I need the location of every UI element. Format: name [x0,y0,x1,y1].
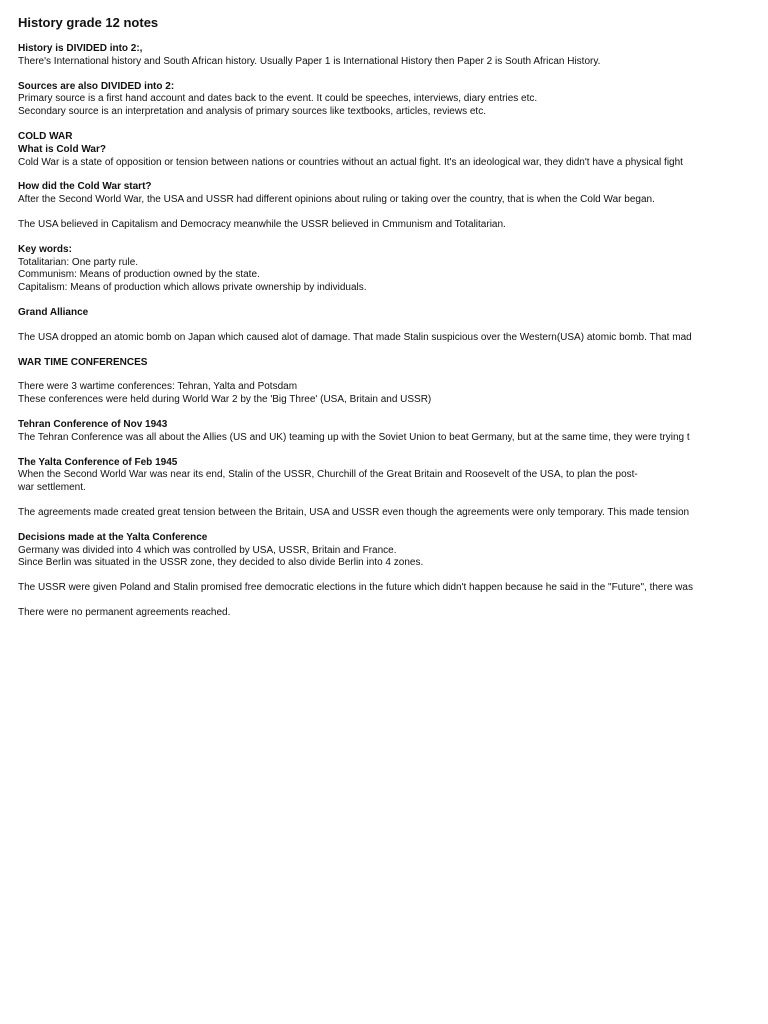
paragraph-line: Primary source is a first hand account and dates back to the event. It could be speeches, interviews, diary entries etc. [18,93,538,105]
paragraph-line: Totalitarian: One party rule. [18,256,139,268]
section-heading: Decisions made at the Yalta Conference [18,531,208,543]
section-heading: How did the Cold War start? [18,181,152,193]
section-atomic-bomb [18,332,768,345]
section-divided [18,43,768,69]
section-heading: WAR TIME CONFERENCES [18,356,148,368]
section-heading: Sources are also DIVIDED into 2: [18,80,175,92]
section-beliefs [18,219,768,232]
paragraph-line: The Tehran Conference was all about the Allies (US and UK) teaming up with the Soviet Union to beat Germany, but at the same time, they were trying t [18,431,690,443]
paragraph-line: The agreements made created great tension between the Britain, USA and USSR even though the agreements were only temporary. This made tension [18,506,690,518]
paragraph-line: The USA believed in Capitalism and Democracy meanwhile the USSR believed in Cmmunism and Totalitarian. [18,218,506,230]
section-heading: Key words: [18,243,72,255]
section-yalta-decisions [18,532,768,570]
paragraph-line: When the Second World War was near its end, Stalin of the USSR, Churchill of the Great Britain and Roosevelt of the USA, to plan the post- [18,469,638,481]
section-heading: Grand Alliance [18,306,89,318]
section-heading: The Yalta Conference of Feb 1945 [18,456,178,468]
section-poland [18,582,768,595]
paragraph-line: Secondary source is an interpretation and analysis of primary sources like textbooks, articles, reviews etc. [18,106,486,118]
section-heading: History is DIVIDED into 2:, [18,43,143,54]
paragraph-line: After the Second World War, the USA and USSR had different opinions about ruling or taking over the country, that is when the Cold War began. [18,194,655,206]
section-war-time-conferences [18,357,768,370]
page-title: History grade 12 notes [18,15,159,30]
section-heading: COLD WAR [18,130,73,142]
section-key-words [18,244,768,295]
section-heading: Tehran Conference of Nov 1943 [18,418,168,430]
paragraph-line: Since Berlin was situated in the USSR zone, they decided to also divide Berlin into 4 zones. [18,557,424,569]
section-conferences-list [18,381,768,407]
section-agreements [18,507,768,520]
section-tehran [18,419,768,445]
document [18,14,768,632]
paragraph-line: There were 3 wartime conferences: Tehran, Yalta and Potsdam [18,381,298,393]
paragraph-line: There were no permanent agreements reached. [18,606,231,618]
paragraph-line: war settlement. [18,482,86,494]
paragraph-line: Capitalism: Means of production which allows private ownership by individuals. [18,282,367,294]
section-grand-alliance [18,307,768,320]
paragraph-line: These conferences were held during World War 2 by the 'Big Three' (USA, Britain and USSR) [18,394,432,406]
section-cold-war [18,131,768,169]
paragraph-line: There's International history and South African history. Usually Paper 1 is International History then Paper 2 is South African History. [18,55,601,67]
section-subheading: What is Cold War? [18,143,106,155]
paragraph-line: Germany was divided into 4 which was controlled by USA, USSR, Britain and France. [18,544,397,556]
section-permanent [18,607,768,620]
paragraph-line: The USSR were given Poland and Stalin promised free democratic elections in the future which didn't happen because he said in the "Future", there was [18,582,693,594]
paragraph-line: Communism: Means of production owned by the state. [18,269,260,281]
section-yalta [18,457,768,495]
paragraph-line: Cold War is a state of opposition or tension between nations or countries without an actual fight. It's an ideological war, they didn't have a physical fight [18,156,683,168]
paragraph-line: The USA dropped an atomic bomb on Japan which caused alot of damage. That made Stalin suspicious over the Western(USA) atomic bomb. That mad [18,331,692,343]
section-cold-war-start [18,181,768,207]
section-sources [18,81,768,119]
